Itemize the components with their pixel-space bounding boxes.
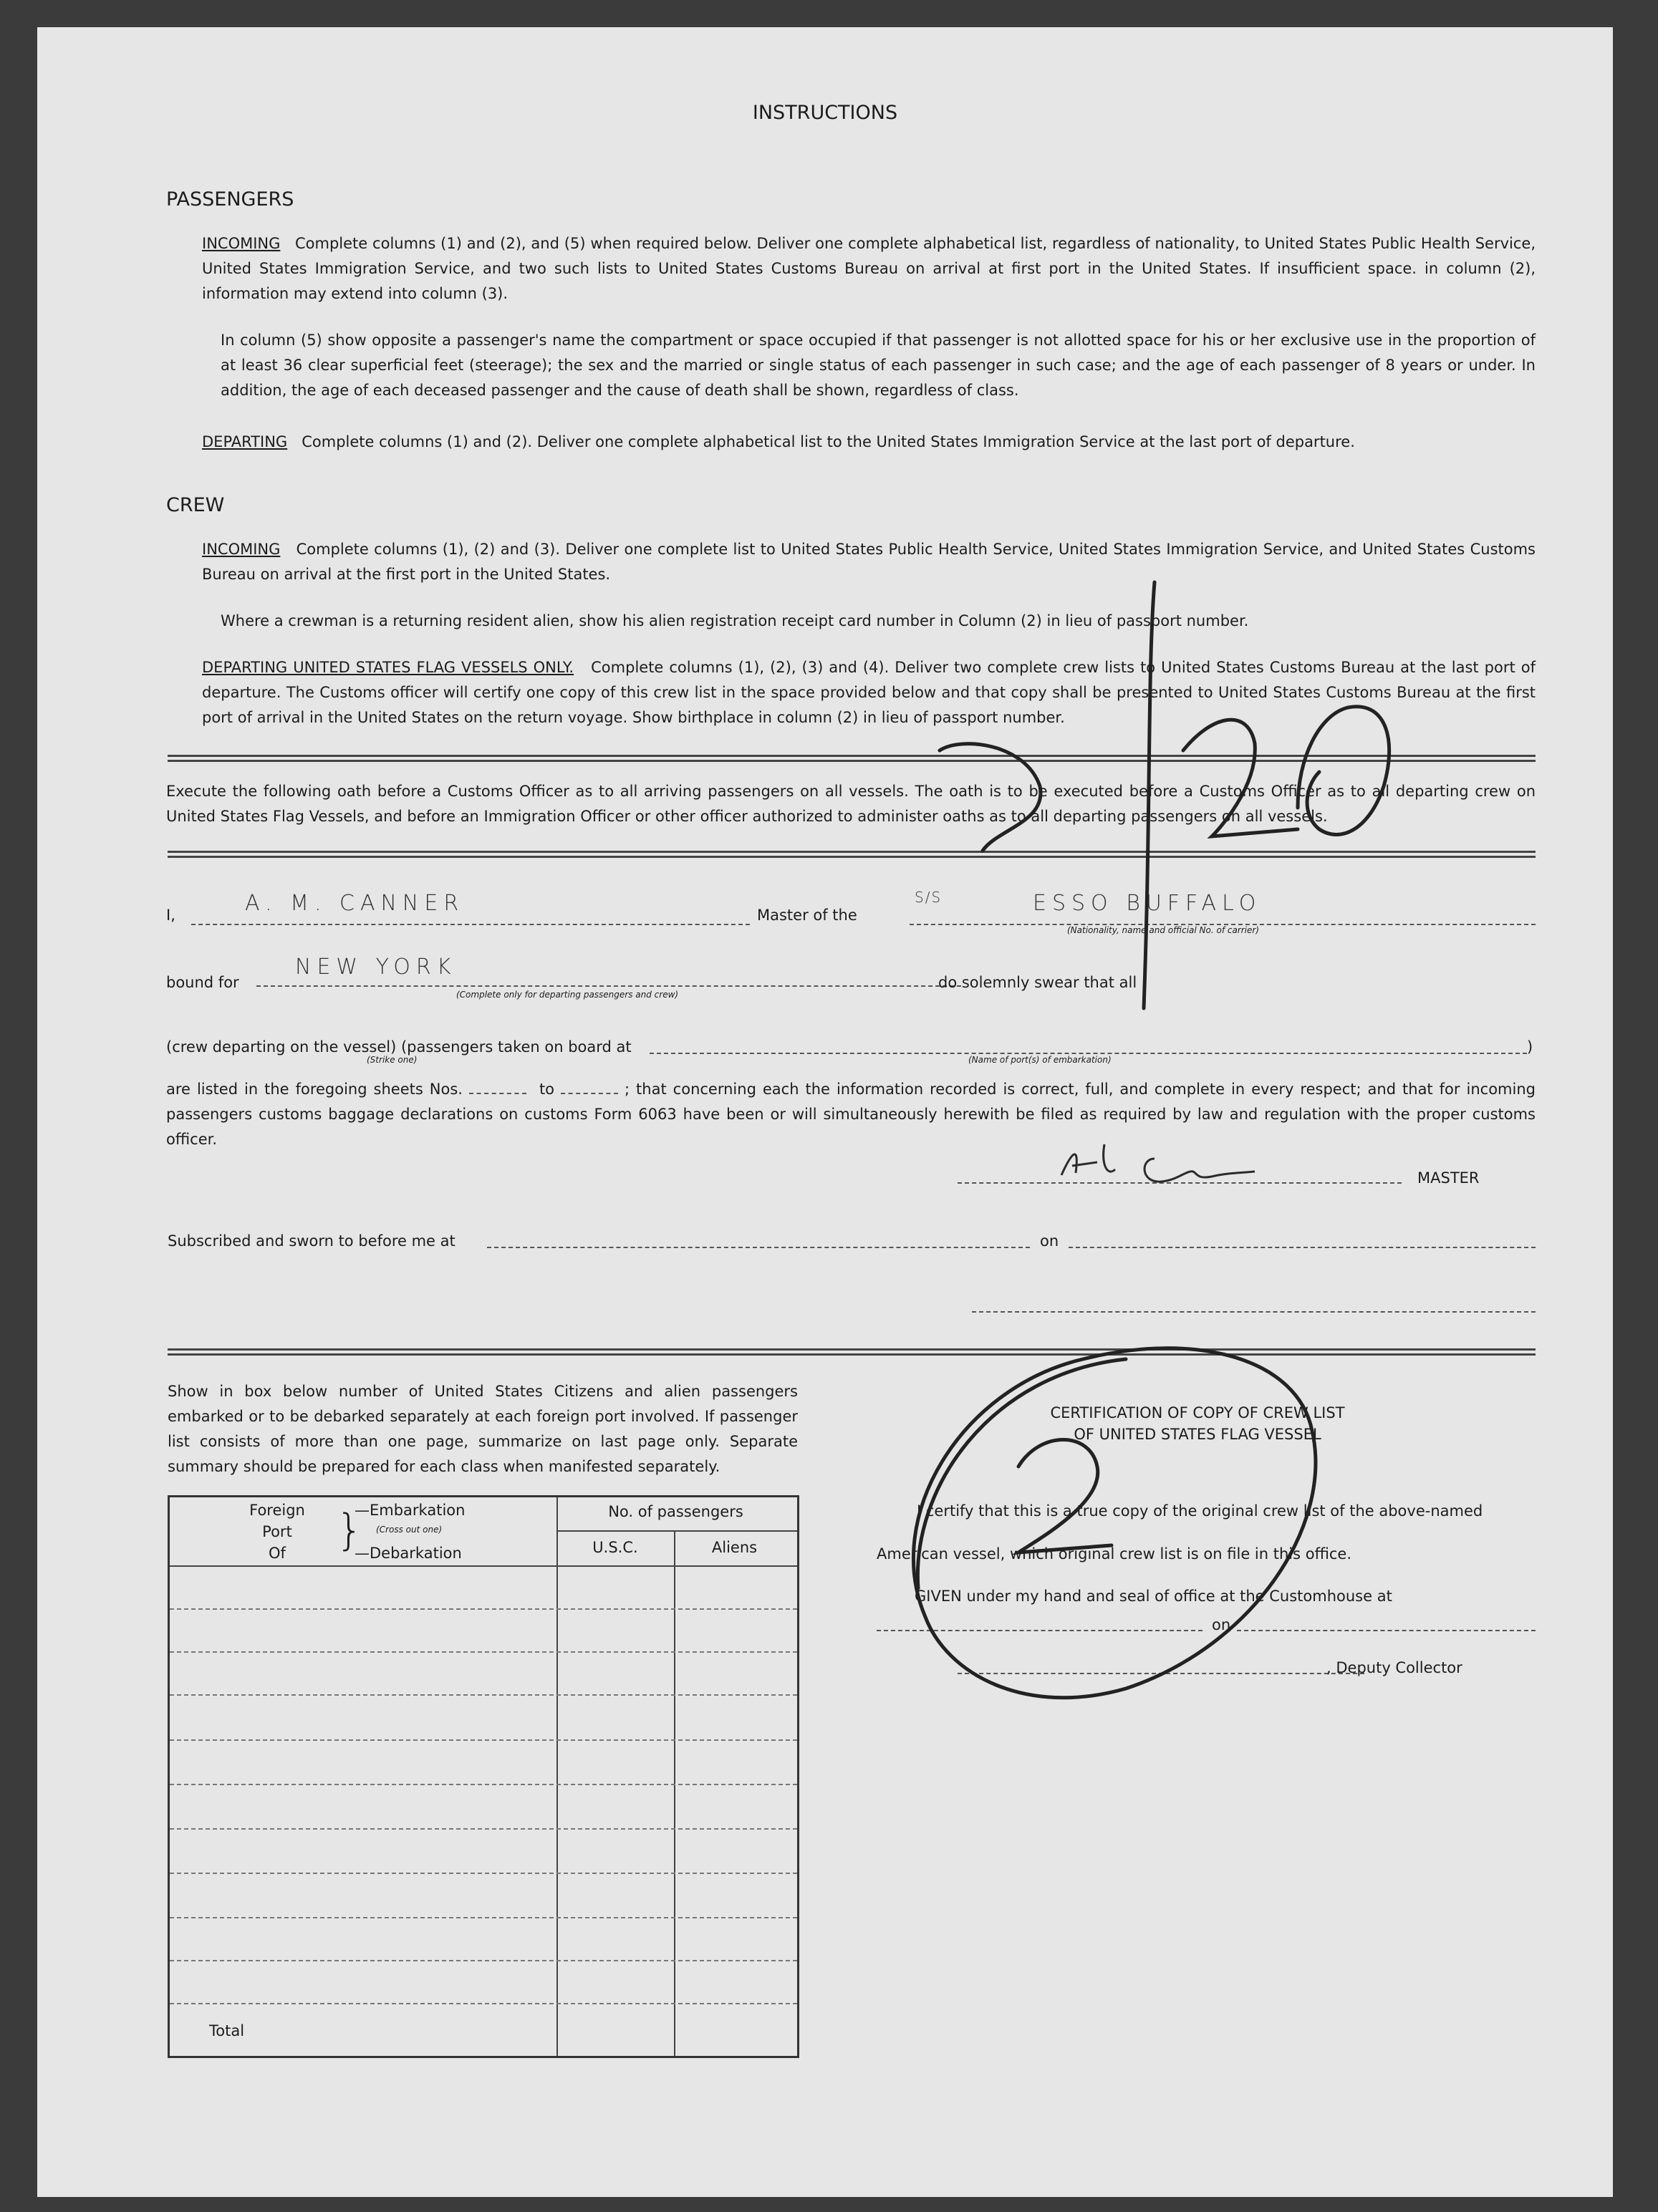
officer-signature-line [972, 1311, 1536, 1313]
passengers-heading: PASSENGERS [166, 188, 294, 211]
form-page [37, 27, 1613, 2197]
passengers-incoming-label: INCOMING [202, 235, 281, 252]
crew-departing-text: Complete columns (1), (2), (3) and (4). Deliver two complete crew lists to United States Customs Bureau at the last port of departure. The Customs officer will certify one copy of this crew list in the space provided below and that copy shall be presented to United States Customs Bureau at the first port of arrival in the United States on the return voyage. Show birthplace in column (2) in lieu of passport number. [202, 659, 1536, 726]
subscribed-label: Subscribed and sworn to before me at [168, 1232, 456, 1250]
ports-caption: (Name of port(s) of embarkation) [968, 1055, 1112, 1065]
i-label: I, [166, 907, 175, 924]
swear-label: do solemnly swear that all [938, 974, 1137, 991]
divider-rule [168, 851, 1536, 858]
debarkation-label: —Debarkation [355, 1545, 462, 1562]
crew-departing-paragraph [202, 655, 1536, 730]
oath-intro: Execute the following oath before a Customs Officer as to all arriving passengers on all vessels. The oath is to be executed before a Customs Officer as to all departing crew on United States Flag Vessels, and before an Immigration Officer or other officer authorized to administer oaths as to all departing passengers on all vessels. [166, 783, 1536, 825]
strike-caption: (Strike one) [367, 1055, 418, 1065]
embarkation-label: —Embarkation [355, 1502, 466, 1519]
certification-date-line [1237, 1630, 1536, 1631]
sheet-from-field [469, 1093, 526, 1094]
sheets-text: ; that concerning each the information recorded is correct, full, and complete in every respect; and that for incoming passengers customs baggage declarations on customs Form 6063 have been or will simultaneously herewith be filed as required by law and regulation with the proper customs officer. [166, 1081, 1536, 1148]
sheets-to-label: to [539, 1081, 555, 1098]
master-of-label: Master of the [757, 907, 857, 924]
col-header-aliens: Aliens [711, 1539, 758, 1556]
summary-instructions: Show in box below number of United States Citizens and alien passengers embarked or to be debarked separately at each foreign port involved. If passenger list consists of more than one page, summarize on last page only. Separate summary should be prepared for each class when manifested separately. [168, 1383, 798, 1475]
vessel-name-handwritten: ESSO BUFFALO [1033, 891, 1262, 916]
divider-rule [168, 755, 1536, 762]
customhouse-line [877, 1630, 1202, 1631]
certification-line-3: GIVEN under my hand and seal of office at the Customhouse at [915, 1588, 1392, 1605]
subscribed-on-label: on [1040, 1232, 1059, 1250]
crew-departing-label: DEPARTING UNITED STATES FLAG VESSELS ONLY. [202, 659, 574, 676]
crew-departing-oath-label: (crew departing on the vessel) (passengers taken on board at [166, 1038, 632, 1056]
cross-out-caption: (Cross out one) [376, 1525, 443, 1535]
certification-heading: CERTIFICATION OF COPY OF CREW LIST OF UNITED STATES FLAG VESSEL [1050, 1404, 1345, 1443]
close-paren: ) [1527, 1038, 1533, 1056]
table-row [170, 2003, 797, 2004]
master-name-handwritten: A. M. CANNER [245, 891, 465, 916]
certification-on-label: on [1212, 1616, 1231, 1633]
subscribed-place-line [487, 1247, 1030, 1248]
passengers-departing-text: Complete columns (1) and (2). Deliver one complete alphabetical list to the United States Immigration Service at the last port of departure. [302, 433, 1355, 450]
vessel-prefix-handwritten: S/S [915, 889, 943, 906]
certification-line-1: I certify that this is a true copy of the original crew list of the above-named [917, 1502, 1483, 1520]
passengers-departing-paragraph [202, 430, 1536, 455]
passengers-column5-paragraph: In column (5) show opposite a passenger's name the compartment or space occupied if that passenger is not allotted space for his or her exclusive use in the proportion of at least 36 clear superficial feet (steerage); the sex and the married or single status of each passenger in such case; and the age of each passenger of 8 years or under. In addition, the age of each deceased passenger and the cause of death shall be shown, regardless of class. [221, 332, 1536, 399]
brace-icon: } [336, 1505, 364, 1555]
crew-resident-paragraph: Where a crewman is a returning resident alien, show his alien registration receipt card number in Column (2) in lieu of passport number. [221, 612, 1249, 629]
master-signature-line [958, 1182, 1402, 1184]
table-row [170, 1608, 797, 1610]
bound-for-handwritten: NEW YORK [295, 955, 457, 980]
table-row [170, 1828, 797, 1830]
col-header-no-passengers: No. of passengers [608, 1503, 743, 1520]
deputy-signature-line [958, 1673, 1364, 1674]
passengers-departing-label: DEPARTING [202, 433, 288, 450]
crew-incoming-paragraph [202, 537, 1536, 587]
sheets-paragraph [166, 1077, 1536, 1152]
bound-caption: (Complete only for departing passengers and crew) [456, 990, 679, 1000]
bound-for-label: bound for [166, 974, 239, 991]
divider-rule [168, 1348, 1536, 1356]
table-row [170, 1960, 797, 1961]
ports-line [650, 1053, 1527, 1054]
subscribed-date-line [1069, 1247, 1536, 1248]
deputy-collector-label: , Deputy Collector [1326, 1659, 1462, 1676]
master-label: MASTER [1417, 1169, 1480, 1187]
bound-for-line [256, 985, 961, 987]
sheets-label: are listed in the foregoing sheets Nos. [166, 1081, 463, 1098]
table-row [170, 1694, 797, 1696]
crew-incoming-text: Complete columns (1), (2) and (3). Deliver one complete list to United States Public Health Service, United States Immigration Service, and United States Customs Bureau on arrival at the first port in the United States. [202, 541, 1536, 583]
passenger-summary-table [168, 1495, 799, 2058]
table-row [170, 1739, 797, 1741]
passengers-incoming-paragraph [202, 231, 1536, 306]
col-header-foreign-port: Foreign Port Of [249, 1502, 305, 1562]
vessel-caption: (Nationality, name and official No. of carrier) [1067, 925, 1260, 935]
crew-heading: CREW [166, 494, 225, 516]
table-row [170, 1873, 797, 1874]
table-row [170, 1784, 797, 1785]
master-name-line [191, 924, 750, 925]
page-title: INSTRUCTIONS [752, 102, 898, 124]
crew-incoming-label: INCOMING [202, 541, 281, 558]
col-header-usc: U.S.C. [592, 1539, 638, 1556]
certification-line-2: American vessel, which original crew list is on file in this office. [877, 1545, 1352, 1563]
table-row [170, 1651, 797, 1653]
total-label: Total [209, 2022, 245, 2039]
table-row [170, 1917, 797, 1918]
sheet-to-field [561, 1093, 618, 1094]
passengers-incoming-text: Complete columns (1) and (2), and (5) when required below. Deliver one complete alphabetical list, regardless of nationality, to United States Public Health Service, United States Immigration Service, and two such lists to United States Customs Bureau on arrival at first port in the United States. If insufficient space. in column (2), information may extend into column (3). [202, 235, 1536, 302]
